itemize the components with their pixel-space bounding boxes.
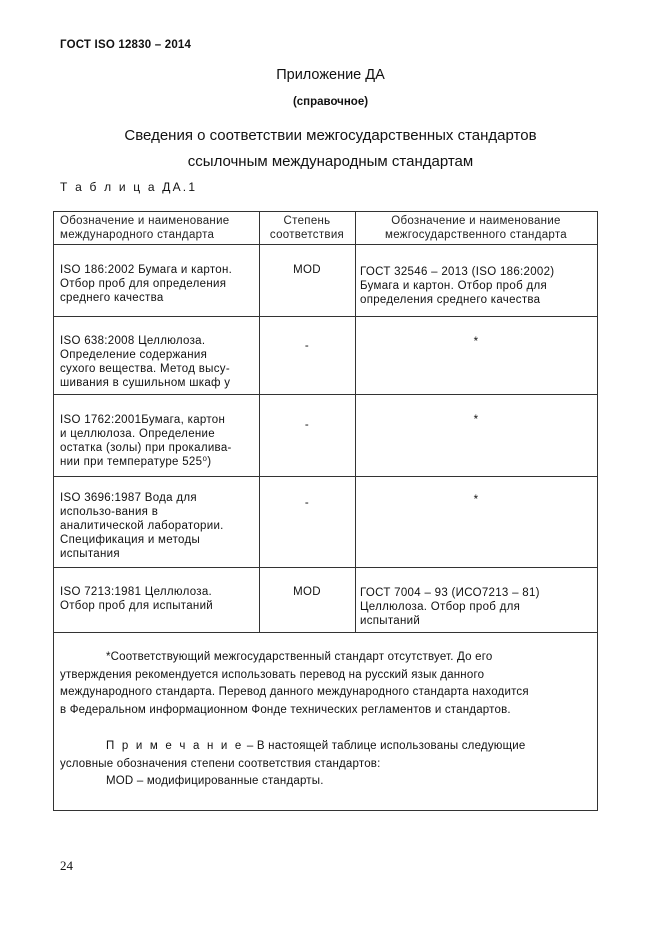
table-row-1-interstate	[360, 265, 592, 307]
footnote-line: утверждения рекомендуется использовать перевод на русский язык данного	[60, 668, 485, 681]
column-divider-2	[355, 212, 356, 632]
footnote-line: международного стандарта. Перевод данного международного стандарта находится	[60, 686, 529, 698]
table-row-4-international	[60, 491, 258, 561]
row-divider-5	[54, 632, 597, 633]
cell-line: Спецификация и методы	[60, 534, 201, 546]
table-note	[60, 738, 593, 791]
table-row-2-interstate	[360, 335, 592, 349]
cell-line: Целлюлоза. Отбор проб для	[360, 601, 521, 613]
cell-line: аналитической лаборатории.	[60, 520, 224, 532]
appendix-title: Приложение ДА	[276, 67, 385, 83]
cell-line: Бумага и картон. Отбор проб для	[360, 280, 547, 292]
row-divider-3	[54, 476, 597, 477]
header-col3-line2: межгосударственного стандарта	[385, 229, 567, 241]
cell-line: среднего качества	[60, 292, 164, 304]
table-row-4-degree: -	[304, 497, 310, 509]
cell-line: ГОСТ 32546 – 2013 (ISO 186:2002)	[360, 266, 555, 278]
note-text: – В настоящей таблице использованы следующие	[243, 740, 526, 752]
table-row-3-interstate	[360, 413, 592, 427]
cell-line: и целлюлоза. Определение	[60, 428, 215, 440]
cell-line: испытания	[60, 548, 120, 560]
footnote	[60, 649, 593, 719]
header-col3-line1: Обозначение и наименование	[391, 215, 561, 227]
document-title-line-1: Сведения о соответствии межгосударственных стандартов	[124, 127, 537, 144]
cell-line: ISO 1762:2001Бумага, картон	[60, 414, 226, 426]
cell-line: ГОСТ 7004 – 93 (ИСО7213 – 81)	[360, 587, 540, 599]
cell-line: сухого вещества. Метод высу-	[60, 363, 230, 375]
page-number: 24	[60, 858, 73, 873]
header-col1-line1: Обозначение и наименование	[60, 215, 230, 227]
header-interstate-standard	[360, 214, 592, 242]
header-col2-line1: Степень	[283, 215, 331, 227]
header-divider	[54, 244, 597, 245]
table-row-2-international	[60, 334, 258, 390]
table-label: Т а б л и ц а ДА.1	[60, 180, 198, 194]
table-row-5-degree: MOD	[293, 586, 321, 598]
cell-line: определения среднего качества	[360, 294, 541, 306]
cell-line: Отбор проб для испытаний	[60, 600, 214, 612]
cell-line: ISO 186:2002 Бумага и картон.	[60, 264, 233, 276]
absence-mark: *	[473, 494, 479, 506]
cell-line: Определение содержания	[60, 349, 208, 361]
document-title	[0, 123, 661, 175]
header-col2-line2: соответствия	[269, 229, 345, 241]
note-line-3: MOD – модифицированные стандарты.	[106, 775, 324, 787]
absence-mark: *	[473, 414, 479, 426]
table-row-3-degree: -	[304, 419, 310, 431]
footnote-line: в Федеральном информационном Фонде технических регламентов и стандартов.	[60, 703, 511, 716]
footnote-line: *Соответствующий межгосударственный стандарт отсутствует. До его	[106, 651, 493, 663]
table-row-5-international	[60, 585, 258, 613]
cell-line: ISO 638:2008 Целлюлоза.	[60, 335, 206, 347]
cell-line: ISO 3696:1987 Вода для	[60, 492, 197, 504]
note-line-2: условные обозначения степени соответствия стандартов:	[60, 757, 381, 770]
table-row-5-interstate	[360, 586, 592, 628]
absence-mark: *	[473, 336, 479, 348]
correspondence-table	[53, 211, 598, 811]
note-label: П р и м е ч а н и е	[106, 740, 244, 752]
cell-line: Отбор проб для определения	[60, 278, 227, 290]
table-row-1-degree: MOD	[293, 264, 321, 276]
header-international-standard	[60, 214, 258, 242]
document-code-header: ГОСТ ISO 12830 – 2014	[60, 39, 192, 51]
row-divider-4	[54, 567, 597, 568]
header-col1-line2: международного стандарта	[60, 229, 215, 241]
cell-line: нии при температуре 525⁰)	[60, 456, 212, 468]
cell-line: шивания в сушильном шкаф у	[60, 377, 231, 389]
cell-line: остатка (золы) при прокалива-	[60, 442, 232, 454]
document-title-line-2: ссылочным международным стандартам	[187, 153, 474, 170]
table-row-1-international	[60, 263, 258, 305]
table-row-4-interstate	[360, 493, 592, 507]
cell-line: использо-вания в	[60, 506, 159, 518]
cell-line: испытаний	[360, 615, 421, 627]
table-row-3-international	[60, 413, 258, 469]
appendix-subtitle: (справочное)	[292, 96, 369, 108]
row-divider-2	[54, 394, 597, 395]
cell-line: ISO 7213:1981 Целлюлоза.	[60, 586, 213, 598]
header-degree	[259, 214, 355, 242]
note-line-1	[60, 738, 593, 756]
table-row-2-degree: -	[304, 340, 310, 352]
row-divider-1	[54, 316, 597, 317]
